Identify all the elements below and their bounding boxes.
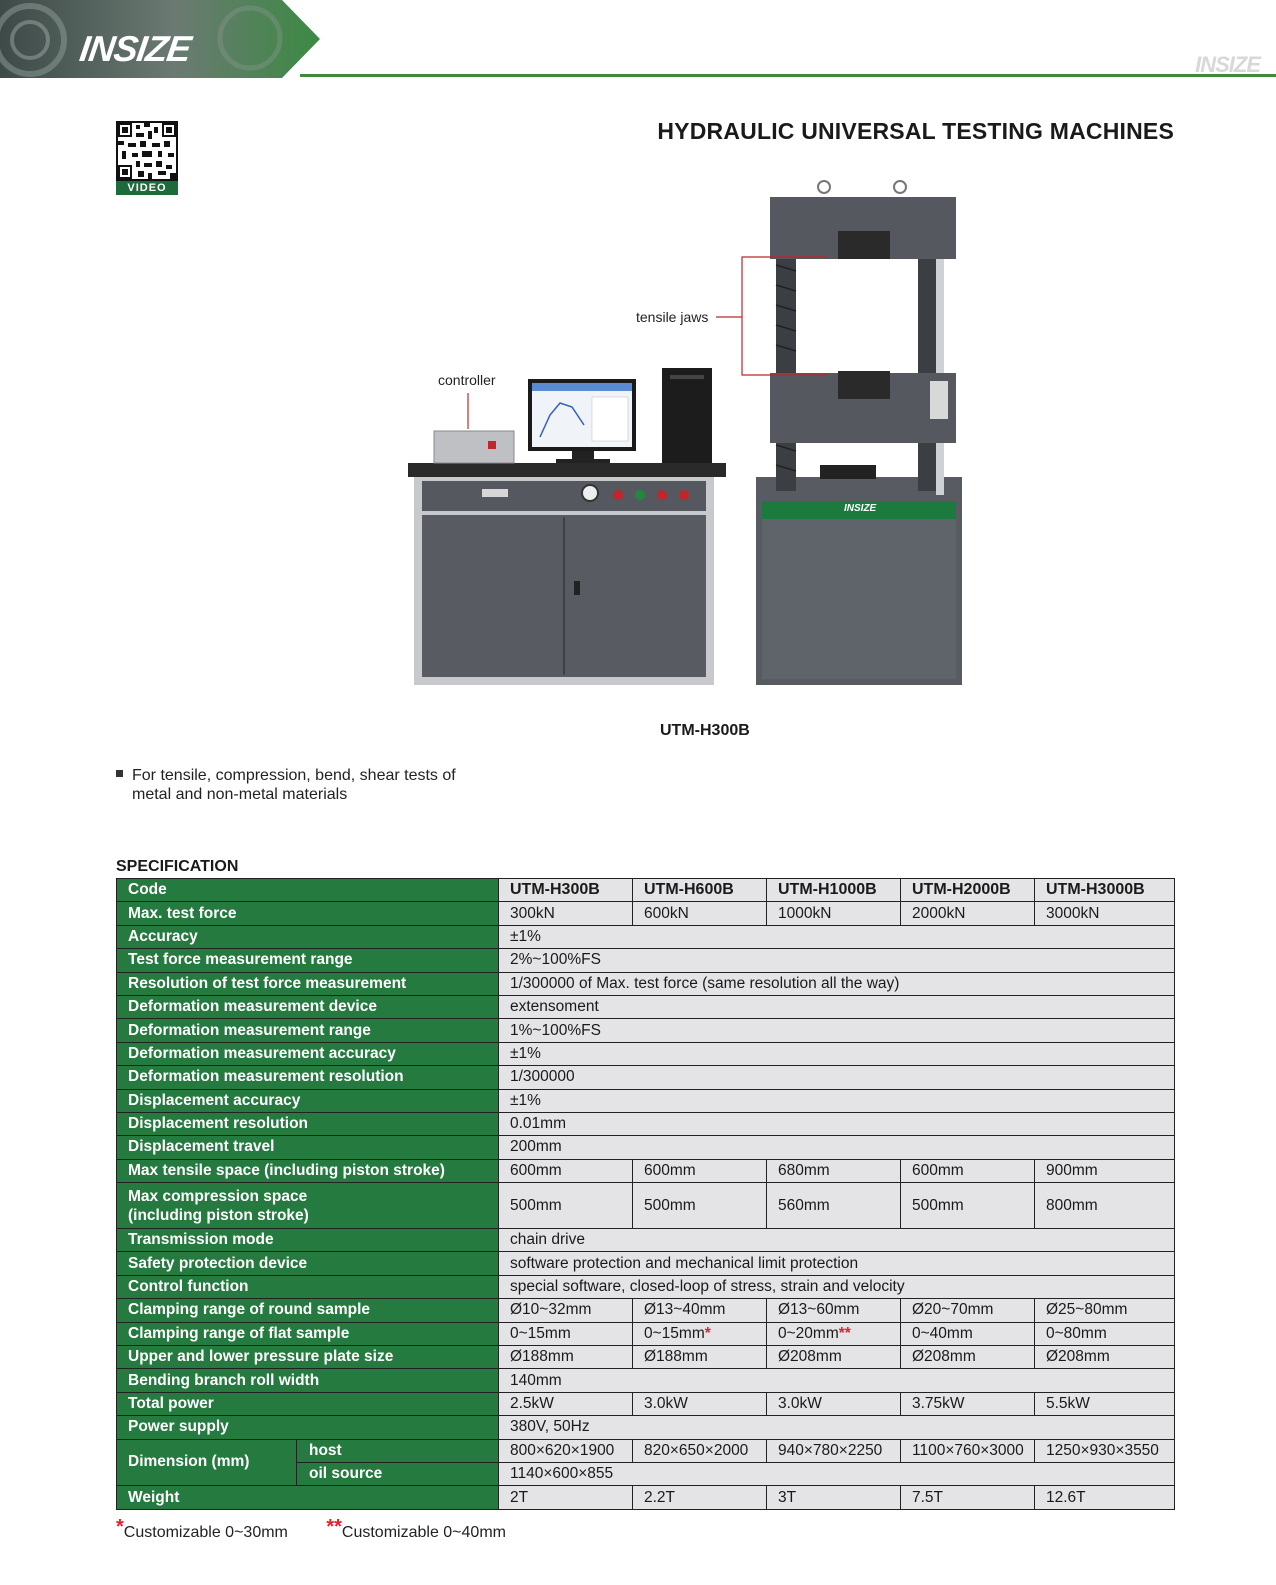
cell: ±1% (499, 1042, 1175, 1065)
cell: Ø25~80mm (1035, 1299, 1175, 1322)
table-row (117, 949, 1175, 972)
cell: Ø20~70mm (901, 1299, 1035, 1322)
cell: Ø208mm (1035, 1346, 1175, 1369)
row-label: Clamping range of round sample (117, 1299, 499, 1322)
cell: 1/300000 of Max. test force (same resolution all the way) (499, 972, 1175, 995)
row-label-line-1: Max compression space (128, 1187, 308, 1205)
cell: 1100×760×3000 (901, 1439, 1035, 1462)
cell: 680mm (767, 1159, 901, 1182)
label-controller: controller (438, 372, 496, 388)
cell: 0~40mm (901, 1322, 1035, 1345)
cell: 1%~100%FS (499, 1019, 1175, 1042)
table-row (117, 1346, 1175, 1369)
cell: 600mm (633, 1159, 767, 1182)
cell: UTM-H2000B (901, 879, 1035, 902)
row-label: Total power (117, 1392, 499, 1415)
cell: Ø188mm (633, 1346, 767, 1369)
footnote-2 (326, 1516, 506, 1541)
cell: 5.5kW (1035, 1392, 1175, 1415)
cell: 1/300000 (499, 1066, 1175, 1089)
cell: 2000kN (901, 902, 1035, 925)
row-label (117, 1183, 499, 1229)
cell: 3000kN (1035, 902, 1175, 925)
row-label: Max tensile space (including piston stroke) (117, 1159, 499, 1182)
cell: 12.6T (1035, 1486, 1175, 1509)
page-title: HYDRAULIC UNIVERSAL TESTING MACHINES (657, 118, 1174, 144)
table-row (117, 1439, 1175, 1462)
cell: extensoment (499, 995, 1175, 1018)
cell: Ø208mm (767, 1346, 901, 1369)
cell: 2.5kW (499, 1392, 633, 1415)
row-label: Bending branch roll width (117, 1369, 499, 1392)
machine-drawing (400, 175, 980, 695)
table-row (117, 879, 1175, 902)
row-label: Deformation measurement device (117, 995, 499, 1018)
table-row (117, 1369, 1175, 1392)
cell: 500mm (633, 1183, 767, 1229)
cell: ±1% (499, 925, 1175, 948)
footnote-text: Customizable 0~30mm (123, 1524, 288, 1541)
feature-line-2: metal and non-metal materials (132, 786, 348, 803)
cell: 940×780×2250 (767, 1439, 901, 1462)
table-row (117, 1089, 1175, 1112)
cell: Ø188mm (499, 1346, 633, 1369)
cell: 0~80mm (1035, 1322, 1175, 1345)
cell: UTM-H1000B (767, 879, 901, 902)
row-label: Weight (117, 1486, 499, 1509)
model-caption: UTM-H300B (660, 722, 750, 739)
row-sublabel: host (297, 1439, 499, 1462)
cell: UTM-H600B (633, 879, 767, 902)
cell: 3.0kW (633, 1392, 767, 1415)
row-label: Safety protection device (117, 1252, 499, 1275)
brand-watermark: INSIZE (1195, 52, 1260, 77)
feature-line-1: For tensile, compression, bend, shear tests of (132, 767, 456, 784)
machine-badge: INSIZE (844, 503, 877, 514)
table-row (117, 972, 1175, 995)
cell: 800mm (1035, 1183, 1175, 1229)
page-header (0, 0, 1276, 80)
table-row (117, 1136, 1175, 1159)
cell: Ø10~32mm (499, 1299, 633, 1322)
cell: 600kN (633, 902, 767, 925)
cell: 3T (767, 1486, 901, 1509)
cell: 500mm (901, 1183, 1035, 1229)
cell: 0~15mm (499, 1322, 633, 1345)
cell: 1250×930×3550 (1035, 1439, 1175, 1462)
table-row (117, 1066, 1175, 1089)
cell: ±1% (499, 1089, 1175, 1112)
cell: Ø208mm (901, 1346, 1035, 1369)
cell: 7.5T (901, 1486, 1035, 1509)
qr-code-icon (116, 121, 178, 181)
table-row (117, 995, 1175, 1018)
cell: 200mm (499, 1136, 1175, 1159)
row-label: Displacement resolution (117, 1112, 499, 1135)
cell: 380V, 50Hz (499, 1416, 1175, 1439)
table-row (117, 1416, 1175, 1439)
cell: 1140×600×855 (499, 1462, 1175, 1485)
row-label: Test force measurement range (117, 949, 499, 972)
row-label: Deformation measurement resolution (117, 1066, 499, 1089)
video-qr-code[interactable] (116, 121, 178, 195)
cell: 820×650×2000 (633, 1439, 767, 1462)
row-label: Code (117, 879, 499, 902)
table-row (117, 1112, 1175, 1135)
cell (767, 1322, 901, 1345)
cell: 560mm (767, 1183, 901, 1229)
cell: 1000kN (767, 902, 901, 925)
cell: 900mm (1035, 1159, 1175, 1182)
bullet-icon (116, 770, 123, 777)
footnote-mark: * (116, 1516, 124, 1538)
row-label: Power supply (117, 1416, 499, 1439)
spec-heading: SPECIFICATION (116, 858, 239, 875)
row-label: Upper and lower pressure plate size (117, 1346, 499, 1369)
cell: 600mm (499, 1159, 633, 1182)
row-label: Displacement travel (117, 1136, 499, 1159)
footnote-mark: * (704, 1324, 711, 1342)
footnote-mark: ** (326, 1516, 342, 1538)
cell-text: 0~20mm (778, 1324, 839, 1342)
table-row (117, 1275, 1175, 1298)
label-tensile-jaws: tensile jaws (636, 309, 709, 325)
row-label: Max. test force (117, 902, 499, 925)
row-label: Deformation measurement accuracy (117, 1042, 499, 1065)
qr-video-label: VIDEO (116, 181, 178, 195)
table-row (117, 1183, 1175, 1229)
row-label: Displacement accuracy (117, 1089, 499, 1112)
table-row (117, 1252, 1175, 1275)
cell: 3.0kW (767, 1392, 901, 1415)
cell: 2%~100%FS (499, 949, 1175, 972)
table-row (117, 1392, 1175, 1415)
cell: Ø13~40mm (633, 1299, 767, 1322)
table-row (117, 1042, 1175, 1065)
cell: 140mm (499, 1369, 1175, 1392)
cell-text: 0~15mm (644, 1324, 705, 1342)
specification-table (116, 878, 1175, 1510)
brand-logo: INSIZE (77, 28, 193, 69)
cell: 2T (499, 1486, 633, 1509)
footnote-mark: ** (838, 1324, 851, 1342)
cell: chain drive (499, 1229, 1175, 1252)
footnote-1 (116, 1516, 288, 1541)
cell: UTM-H300B (499, 879, 633, 902)
cell: 3.75kW (901, 1392, 1035, 1415)
table-row (117, 902, 1175, 925)
feature-description (116, 766, 456, 804)
table-row (117, 1229, 1175, 1252)
footnote-text: Customizable 0~40mm (341, 1524, 506, 1541)
row-label: Resolution of test force measurement (117, 972, 499, 995)
row-label: Deformation measurement range (117, 1019, 499, 1042)
table-row (117, 1486, 1175, 1509)
row-label: Dimension (mm) (117, 1439, 297, 1486)
table-row (117, 1159, 1175, 1182)
table-row (117, 1322, 1175, 1345)
cell: software protection and mechanical limit protection (499, 1252, 1175, 1275)
row-label: Control function (117, 1275, 499, 1298)
header-rule (300, 74, 1276, 77)
row-sublabel: oil source (297, 1462, 499, 1485)
cell: 0.01mm (499, 1112, 1175, 1135)
cell: special software, closed-loop of stress, strain and velocity (499, 1275, 1175, 1298)
row-label: Accuracy (117, 925, 499, 948)
table-row (117, 925, 1175, 948)
cell (633, 1322, 767, 1345)
cell: 800×620×1900 (499, 1439, 633, 1462)
footnotes (116, 1516, 540, 1542)
cell: 300kN (499, 902, 633, 925)
row-label: Clamping range of flat sample (117, 1322, 499, 1345)
cell: 500mm (499, 1183, 633, 1229)
table-row (117, 1299, 1175, 1322)
cell: Ø13~60mm (767, 1299, 901, 1322)
cell: 600mm (901, 1159, 1035, 1182)
cell: UTM-H3000B (1035, 879, 1175, 902)
table-row (117, 1019, 1175, 1042)
row-label: Transmission mode (117, 1229, 499, 1252)
cell: 2.2T (633, 1486, 767, 1509)
row-label-line-2: (including piston stroke) (128, 1206, 309, 1224)
product-illustration (400, 175, 980, 695)
